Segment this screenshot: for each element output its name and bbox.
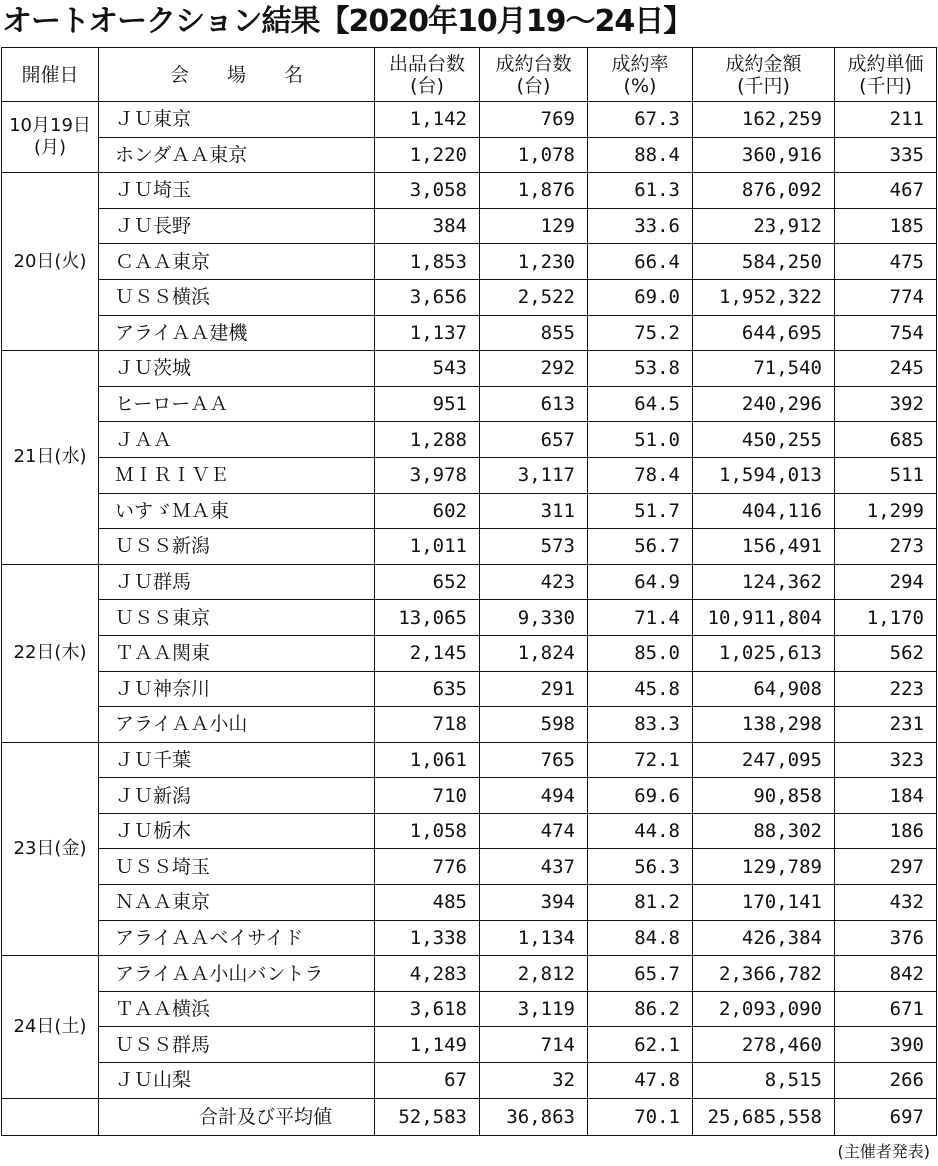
listed-count: 67 bbox=[375, 1063, 480, 1099]
sold-count: 1,824 bbox=[480, 635, 588, 671]
unit-price: 432 bbox=[835, 885, 937, 921]
sale-rate: 47.8 bbox=[588, 1063, 693, 1099]
venue-name: いすゞＭＡ東 bbox=[99, 493, 375, 529]
total-amount: 25,685,558 bbox=[693, 1098, 835, 1135]
unit-price: 685 bbox=[835, 422, 937, 458]
venue-name: ＪＵ新潟 bbox=[99, 778, 375, 814]
sale-rate: 56.3 bbox=[588, 849, 693, 885]
listed-count: 3,618 bbox=[375, 991, 480, 1027]
sold-count: 394 bbox=[480, 885, 588, 921]
table-row bbox=[2, 991, 937, 1027]
header-row bbox=[2, 48, 937, 102]
listed-count: 1,137 bbox=[375, 315, 480, 351]
header-rate: 成約率 (%) bbox=[588, 48, 693, 102]
venue-name: ＵＳＳ横浜 bbox=[99, 279, 375, 315]
table-row bbox=[2, 173, 937, 209]
unit-price: 671 bbox=[835, 991, 937, 1027]
sale-rate: 71.4 bbox=[588, 600, 693, 636]
header-listed: 出品台数 (台) bbox=[375, 48, 480, 102]
venue-name: ＮＡＡ東京 bbox=[99, 885, 375, 921]
unit-price: 511 bbox=[835, 457, 937, 493]
table-row bbox=[2, 956, 937, 992]
table-row bbox=[2, 351, 937, 387]
total-listed: 52,583 bbox=[375, 1098, 480, 1135]
sale-rate: 78.4 bbox=[588, 457, 693, 493]
table-row bbox=[2, 600, 937, 636]
listed-count: 951 bbox=[375, 386, 480, 422]
venue-name: ＪＵ神奈川 bbox=[99, 671, 375, 707]
sale-rate: 56.7 bbox=[588, 529, 693, 565]
listed-count: 3,978 bbox=[375, 457, 480, 493]
listed-count: 602 bbox=[375, 493, 480, 529]
venue-name: ＪＡＡ bbox=[99, 422, 375, 458]
sale-amount: 240,296 bbox=[693, 386, 835, 422]
listed-count: 1,220 bbox=[375, 137, 480, 173]
venue-name: ヒーローＡＡ bbox=[99, 386, 375, 422]
table-row bbox=[2, 849, 937, 885]
sale-rate: 45.8 bbox=[588, 671, 693, 707]
sold-count: 292 bbox=[480, 351, 588, 387]
unit-price: 223 bbox=[835, 671, 937, 707]
sale-rate: 61.3 bbox=[588, 173, 693, 209]
sale-amount: 88,302 bbox=[693, 813, 835, 849]
table-row bbox=[2, 813, 937, 849]
listed-count: 718 bbox=[375, 707, 480, 743]
auction-results-table bbox=[1, 47, 937, 1136]
venue-name: ＵＳＳ新潟 bbox=[99, 529, 375, 565]
table-row bbox=[2, 920, 937, 956]
session-date: 10月19日 (月) bbox=[2, 102, 99, 173]
venue-name: ＪＵ東京 bbox=[99, 102, 375, 138]
unit-price: 294 bbox=[835, 564, 937, 600]
sale-rate: 81.2 bbox=[588, 885, 693, 921]
unit-price: 390 bbox=[835, 1027, 937, 1063]
total-label: 合計及び平均値 bbox=[99, 1098, 375, 1135]
venue-name: ホンダＡＡ東京 bbox=[99, 137, 375, 173]
table-row bbox=[2, 742, 937, 778]
unit-price: 273 bbox=[835, 529, 937, 565]
sale-rate: 72.1 bbox=[588, 742, 693, 778]
venue-name: ＪＵ埼玉 bbox=[99, 173, 375, 209]
unit-price: 184 bbox=[835, 778, 937, 814]
sale-rate: 86.2 bbox=[588, 991, 693, 1027]
sold-count: 769 bbox=[480, 102, 588, 138]
sale-rate: 69.0 bbox=[588, 279, 693, 315]
sale-amount: 23,912 bbox=[693, 208, 835, 244]
sale-amount: 1,025,613 bbox=[693, 635, 835, 671]
unit-price: 266 bbox=[835, 1063, 937, 1099]
venue-name: アライＡＡベイサイド bbox=[99, 920, 375, 956]
sold-count: 714 bbox=[480, 1027, 588, 1063]
venue-name: ＪＵ茨城 bbox=[99, 351, 375, 387]
total-blank-cell bbox=[2, 1098, 99, 1135]
header-unit-price: 成約単価 (千円) bbox=[835, 48, 937, 102]
sold-count: 1,876 bbox=[480, 173, 588, 209]
table-row bbox=[2, 137, 937, 173]
unit-price: 376 bbox=[835, 920, 937, 956]
sale-amount: 90,858 bbox=[693, 778, 835, 814]
sold-count: 437 bbox=[480, 849, 588, 885]
table-row bbox=[2, 457, 937, 493]
sold-count: 1,230 bbox=[480, 244, 588, 280]
session-date: 20日(火) bbox=[2, 173, 99, 351]
sale-amount: 278,460 bbox=[693, 1027, 835, 1063]
table-row bbox=[2, 635, 937, 671]
header-amount: 成約金額 (千円) bbox=[693, 48, 835, 102]
listed-count: 13,065 bbox=[375, 600, 480, 636]
total-row bbox=[2, 1098, 937, 1135]
unit-price: 754 bbox=[835, 315, 937, 351]
venue-name: アライＡＡ建機 bbox=[99, 315, 375, 351]
sale-rate: 53.8 bbox=[588, 351, 693, 387]
unit-price: 562 bbox=[835, 635, 937, 671]
sold-count: 474 bbox=[480, 813, 588, 849]
sale-rate: 64.5 bbox=[588, 386, 693, 422]
unit-price: 245 bbox=[835, 351, 937, 387]
total-unit-price: 697 bbox=[835, 1098, 937, 1135]
unit-price: 185 bbox=[835, 208, 937, 244]
venue-name: ＪＵ群馬 bbox=[99, 564, 375, 600]
sale-amount: 170,141 bbox=[693, 885, 835, 921]
unit-price: 774 bbox=[835, 279, 937, 315]
unit-price: 467 bbox=[835, 173, 937, 209]
listed-count: 1,142 bbox=[375, 102, 480, 138]
sale-amount: 404,116 bbox=[693, 493, 835, 529]
venue-name: ＪＵ長野 bbox=[99, 208, 375, 244]
sale-rate: 62.1 bbox=[588, 1027, 693, 1063]
unit-price: 335 bbox=[835, 137, 937, 173]
sale-amount: 156,491 bbox=[693, 529, 835, 565]
sale-amount: 876,092 bbox=[693, 173, 835, 209]
sold-count: 765 bbox=[480, 742, 588, 778]
sold-count: 291 bbox=[480, 671, 588, 707]
sale-rate: 85.0 bbox=[588, 635, 693, 671]
listed-count: 3,656 bbox=[375, 279, 480, 315]
sale-rate: 88.4 bbox=[588, 137, 693, 173]
header-sold: 成約台数 (台) bbox=[480, 48, 588, 102]
listed-count: 2,145 bbox=[375, 635, 480, 671]
session-date: 22日(木) bbox=[2, 564, 99, 742]
listed-count: 4,283 bbox=[375, 956, 480, 992]
listed-count: 1,149 bbox=[375, 1027, 480, 1063]
sale-amount: 2,093,090 bbox=[693, 991, 835, 1027]
venue-name: ＵＳＳ群馬 bbox=[99, 1027, 375, 1063]
listed-count: 710 bbox=[375, 778, 480, 814]
listed-count: 652 bbox=[375, 564, 480, 600]
venue-name: ＴＡＡ関東 bbox=[99, 635, 375, 671]
sale-rate: 51.0 bbox=[588, 422, 693, 458]
sale-rate: 64.9 bbox=[588, 564, 693, 600]
listed-count: 635 bbox=[375, 671, 480, 707]
table-row bbox=[2, 493, 937, 529]
table-row bbox=[2, 422, 937, 458]
table-row bbox=[2, 529, 937, 565]
sale-amount: 1,952,322 bbox=[693, 279, 835, 315]
sold-count: 9,330 bbox=[480, 600, 588, 636]
listed-count: 485 bbox=[375, 885, 480, 921]
sold-count: 3,119 bbox=[480, 991, 588, 1027]
table-row bbox=[2, 707, 937, 743]
listed-count: 543 bbox=[375, 351, 480, 387]
sale-rate: 69.6 bbox=[588, 778, 693, 814]
sale-rate: 66.4 bbox=[588, 244, 693, 280]
unit-price: 392 bbox=[835, 386, 937, 422]
sold-count: 494 bbox=[480, 778, 588, 814]
venue-name: アライＡＡ小山バントラ bbox=[99, 956, 375, 992]
sale-amount: 360,916 bbox=[693, 137, 835, 173]
sale-rate: 83.3 bbox=[588, 707, 693, 743]
sale-rate: 67.3 bbox=[588, 102, 693, 138]
venue-name: アライＡＡ小山 bbox=[99, 707, 375, 743]
listed-count: 1,338 bbox=[375, 920, 480, 956]
header-date: 開催日 bbox=[2, 48, 99, 102]
sale-amount: 426,384 bbox=[693, 920, 835, 956]
session-date: 21日(水) bbox=[2, 351, 99, 565]
sold-count: 1,078 bbox=[480, 137, 588, 173]
listed-count: 1,061 bbox=[375, 742, 480, 778]
sale-rate: 84.8 bbox=[588, 920, 693, 956]
sale-amount: 64,908 bbox=[693, 671, 835, 707]
venue-name: ＪＵ山梨 bbox=[99, 1063, 375, 1099]
sale-amount: 71,540 bbox=[693, 351, 835, 387]
venue-name: ＪＵ千葉 bbox=[99, 742, 375, 778]
sale-amount: 10,911,804 bbox=[693, 600, 835, 636]
sale-amount: 162,259 bbox=[693, 102, 835, 138]
header-venue: 会 場 名 bbox=[99, 48, 375, 102]
table-row bbox=[2, 885, 937, 921]
venue-name: ＵＳＳ東京 bbox=[99, 600, 375, 636]
sale-rate: 44.8 bbox=[588, 813, 693, 849]
total-rate: 70.1 bbox=[588, 1098, 693, 1135]
sale-amount: 2,366,782 bbox=[693, 956, 835, 992]
sale-amount: 1,594,013 bbox=[693, 457, 835, 493]
table-row bbox=[2, 671, 937, 707]
sold-count: 1,134 bbox=[480, 920, 588, 956]
table-row bbox=[2, 102, 937, 138]
table-row bbox=[2, 279, 937, 315]
table-row bbox=[2, 315, 937, 351]
venue-name: ＪＵ栃木 bbox=[99, 813, 375, 849]
unit-price: 475 bbox=[835, 244, 937, 280]
sale-rate: 65.7 bbox=[588, 956, 693, 992]
table-row bbox=[2, 564, 937, 600]
table-row bbox=[2, 208, 937, 244]
table-row bbox=[2, 244, 937, 280]
sale-rate: 75.2 bbox=[588, 315, 693, 351]
page-title: オートオークション結果【2020年10月19〜24日】 bbox=[2, 4, 693, 39]
sale-amount: 450,255 bbox=[693, 422, 835, 458]
sale-amount: 138,298 bbox=[693, 707, 835, 743]
sale-amount: 129,789 bbox=[693, 849, 835, 885]
unit-price: 1,299 bbox=[835, 493, 937, 529]
sold-count: 3,117 bbox=[480, 457, 588, 493]
listed-count: 384 bbox=[375, 208, 480, 244]
sold-count: 657 bbox=[480, 422, 588, 458]
table-row bbox=[2, 778, 937, 814]
sale-amount: 584,250 bbox=[693, 244, 835, 280]
listed-count: 3,058 bbox=[375, 173, 480, 209]
sale-amount: 644,695 bbox=[693, 315, 835, 351]
source-note: (主催者発表) bbox=[837, 1142, 930, 1161]
unit-price: 1,170 bbox=[835, 600, 937, 636]
sold-count: 129 bbox=[480, 208, 588, 244]
unit-price: 186 bbox=[835, 813, 937, 849]
unit-price: 323 bbox=[835, 742, 937, 778]
sale-rate: 33.6 bbox=[588, 208, 693, 244]
sale-amount: 8,515 bbox=[693, 1063, 835, 1099]
sold-count: 32 bbox=[480, 1063, 588, 1099]
sold-count: 423 bbox=[480, 564, 588, 600]
session-date: 24日(土) bbox=[2, 956, 99, 1098]
sale-amount: 124,362 bbox=[693, 564, 835, 600]
unit-price: 297 bbox=[835, 849, 937, 885]
sale-rate: 51.7 bbox=[588, 493, 693, 529]
sold-count: 573 bbox=[480, 529, 588, 565]
venue-name: ＣＡＡ東京 bbox=[99, 244, 375, 280]
venue-name: ＵＳＳ埼玉 bbox=[99, 849, 375, 885]
sale-amount: 247,095 bbox=[693, 742, 835, 778]
venue-name: ＴＡＡ横浜 bbox=[99, 991, 375, 1027]
sold-count: 2,522 bbox=[480, 279, 588, 315]
table-row bbox=[2, 386, 937, 422]
venue-name: ＭＩＲＩＶＥ bbox=[99, 457, 375, 493]
total-sold: 36,863 bbox=[480, 1098, 588, 1135]
unit-price: 211 bbox=[835, 102, 937, 138]
session-date: 23日(金) bbox=[2, 742, 99, 956]
listed-count: 776 bbox=[375, 849, 480, 885]
sold-count: 2,812 bbox=[480, 956, 588, 992]
unit-price: 231 bbox=[835, 707, 937, 743]
table-row bbox=[2, 1063, 937, 1099]
sold-count: 613 bbox=[480, 386, 588, 422]
sold-count: 855 bbox=[480, 315, 588, 351]
listed-count: 1,058 bbox=[375, 813, 480, 849]
unit-price: 842 bbox=[835, 956, 937, 992]
listed-count: 1,853 bbox=[375, 244, 480, 280]
table-row bbox=[2, 1027, 937, 1063]
sold-count: 598 bbox=[480, 707, 588, 743]
sold-count: 311 bbox=[480, 493, 588, 529]
listed-count: 1,011 bbox=[375, 529, 480, 565]
listed-count: 1,288 bbox=[375, 422, 480, 458]
